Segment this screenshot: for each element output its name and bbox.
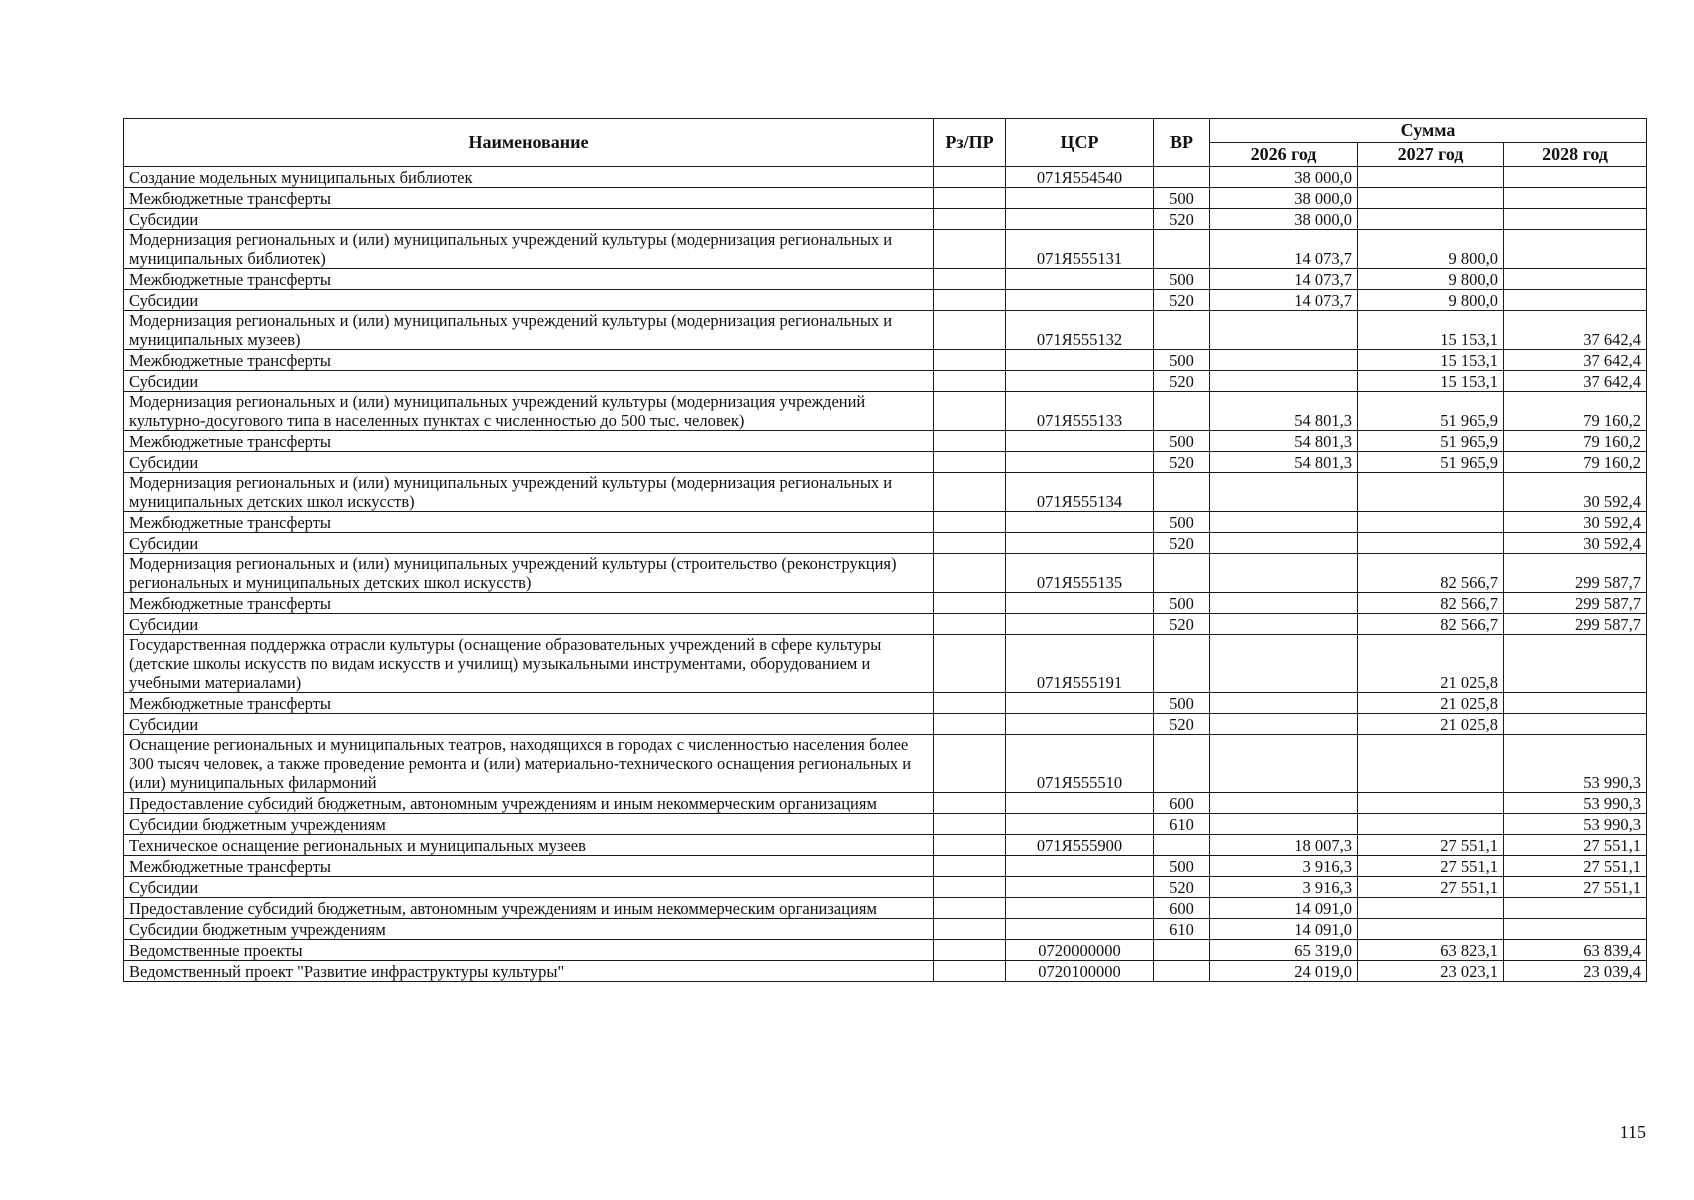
cell-2026 (1210, 371, 1358, 392)
cell-name: Межбюджетные трансферты (124, 350, 934, 371)
cell-csr: 071Я555133 (1006, 392, 1154, 431)
cell-2028: 79 160,2 (1504, 431, 1647, 452)
cell-vr (1154, 940, 1210, 961)
cell-2028 (1504, 230, 1647, 269)
cell-2026: 14 073,7 (1210, 290, 1358, 311)
cell-2028: 299 587,7 (1504, 554, 1647, 593)
table-row (124, 431, 1647, 452)
cell-csr (1006, 919, 1154, 940)
cell-2026 (1210, 512, 1358, 533)
cell-name: Межбюджетные трансферты (124, 593, 934, 614)
table-row (124, 961, 1647, 982)
cell-rzpr (934, 311, 1006, 350)
cell-2028: 30 592,4 (1504, 512, 1647, 533)
cell-2028: 37 642,4 (1504, 350, 1647, 371)
table-row (124, 371, 1647, 392)
cell-rzpr (934, 961, 1006, 982)
cell-vr: 600 (1154, 793, 1210, 814)
table-row (124, 230, 1647, 269)
cell-2027: 9 800,0 (1358, 290, 1504, 311)
cell-rzpr (934, 835, 1006, 856)
cell-vr (1154, 961, 1210, 982)
table-row (124, 533, 1647, 554)
cell-2028 (1504, 635, 1647, 693)
cell-2028 (1504, 290, 1647, 311)
cell-vr (1154, 167, 1210, 188)
cell-2027 (1358, 898, 1504, 919)
cell-csr (1006, 371, 1154, 392)
cell-2027 (1358, 919, 1504, 940)
cell-name: Межбюджетные трансферты (124, 856, 934, 877)
cell-csr: 071Я555900 (1006, 835, 1154, 856)
cell-vr: 520 (1154, 452, 1210, 473)
cell-2026: 14 073,7 (1210, 230, 1358, 269)
cell-name: Ведомственный проект "Развитие инфраструктуры культуры" (124, 961, 934, 982)
cell-2026 (1210, 735, 1358, 793)
cell-2026: 65 319,0 (1210, 940, 1358, 961)
cell-2028: 299 587,7 (1504, 593, 1647, 614)
cell-2026: 24 019,0 (1210, 961, 1358, 982)
cell-rzpr (934, 635, 1006, 693)
cell-2026: 3 916,3 (1210, 877, 1358, 898)
cell-vr: 610 (1154, 814, 1210, 835)
cell-2026 (1210, 614, 1358, 635)
cell-vr: 520 (1154, 290, 1210, 311)
table-row (124, 940, 1647, 961)
cell-csr (1006, 431, 1154, 452)
table-row (124, 512, 1647, 533)
cell-rzpr (934, 856, 1006, 877)
cell-vr: 520 (1154, 614, 1210, 635)
cell-rzpr (934, 877, 1006, 898)
cell-2027 (1358, 167, 1504, 188)
table-row (124, 693, 1647, 714)
cell-2026: 14 073,7 (1210, 269, 1358, 290)
cell-rzpr (934, 919, 1006, 940)
cell-2028: 27 551,1 (1504, 877, 1647, 898)
cell-name: Оснащение региональных и муниципальных театров, находящихся в городах с численностью населения более 300 тысяч человек, а также проведение ремонта и (или) материально-технического оснащения региональных и (или) муниципальных филармоний (124, 735, 934, 793)
table-row (124, 290, 1647, 311)
cell-2027: 9 800,0 (1358, 230, 1504, 269)
cell-2026 (1210, 793, 1358, 814)
cell-name: Межбюджетные трансферты (124, 693, 934, 714)
cell-rzpr (934, 693, 1006, 714)
cell-2027: 82 566,7 (1358, 554, 1504, 593)
page-number: 115 (1619, 1122, 1646, 1142)
cell-name: Модернизация региональных и (или) муниципальных учреждений культуры (модернизация региональных и муниципальных детских школ искусств) (124, 473, 934, 512)
cell-csr: 071Я555132 (1006, 311, 1154, 350)
cell-name: Модернизация региональных и (или) муниципальных учреждений культуры (модернизация региональных и муниципальных библиотек) (124, 230, 934, 269)
cell-csr (1006, 350, 1154, 371)
table-row (124, 554, 1647, 593)
cell-vr: 500 (1154, 350, 1210, 371)
cell-rzpr (934, 290, 1006, 311)
cell-2028: 53 990,3 (1504, 793, 1647, 814)
cell-2026 (1210, 814, 1358, 835)
cell-2026 (1210, 350, 1358, 371)
cell-2027: 51 965,9 (1358, 431, 1504, 452)
cell-vr: 520 (1154, 209, 1210, 230)
cell-2028 (1504, 188, 1647, 209)
cell-name: Модернизация региональных и (или) муниципальных учреждений культуры (строительство (реконструкция) региональных и муниципальных детских школ искусств) (124, 554, 934, 593)
cell-2026: 54 801,3 (1210, 431, 1358, 452)
cell-vr: 520 (1154, 877, 1210, 898)
cell-rzpr (934, 473, 1006, 512)
table-row (124, 473, 1647, 512)
table-row (124, 835, 1647, 856)
cell-2027: 21 025,8 (1358, 714, 1504, 735)
header-csr: ЦСР (1006, 119, 1154, 167)
cell-2027: 9 800,0 (1358, 269, 1504, 290)
cell-vr: 520 (1154, 371, 1210, 392)
cell-name: Модернизация региональных и (или) муниципальных учреждений культуры (модернизация учреждений культурно-досугового типа в населенных пунктах с численностью до 500 тыс. человек) (124, 392, 934, 431)
cell-rzpr (934, 714, 1006, 735)
cell-rzpr (934, 512, 1006, 533)
cell-rzpr (934, 614, 1006, 635)
cell-2028: 27 551,1 (1504, 856, 1647, 877)
cell-csr: 071Я555131 (1006, 230, 1154, 269)
cell-csr (1006, 898, 1154, 919)
cell-2026: 54 801,3 (1210, 452, 1358, 473)
cell-2028: 53 990,3 (1504, 814, 1647, 835)
cell-rzpr (934, 554, 1006, 593)
cell-csr (1006, 714, 1154, 735)
cell-rzpr (934, 452, 1006, 473)
cell-2026 (1210, 311, 1358, 350)
cell-vr (1154, 554, 1210, 593)
cell-2027 (1358, 735, 1504, 793)
cell-name: Предоставление субсидий бюджетным, автономным учреждениям и иным некоммерческим организациям (124, 793, 934, 814)
cell-2028: 79 160,2 (1504, 392, 1647, 431)
cell-2026: 38 000,0 (1210, 167, 1358, 188)
cell-2027: 82 566,7 (1358, 614, 1504, 635)
cell-csr: 071Я555134 (1006, 473, 1154, 512)
header-rzpr: Рз/ПР (934, 119, 1006, 167)
cell-name: Создание модельных муниципальных библиотек (124, 167, 934, 188)
cell-2027 (1358, 473, 1504, 512)
cell-2028 (1504, 167, 1647, 188)
cell-csr: 071Я555135 (1006, 554, 1154, 593)
cell-rzpr (934, 431, 1006, 452)
table-row (124, 614, 1647, 635)
cell-2026: 54 801,3 (1210, 392, 1358, 431)
cell-2026: 18 007,3 (1210, 835, 1358, 856)
cell-2028: 30 592,4 (1504, 533, 1647, 554)
cell-name: Субсидии (124, 614, 934, 635)
cell-2028 (1504, 714, 1647, 735)
cell-csr (1006, 814, 1154, 835)
cell-2027: 27 551,1 (1358, 835, 1504, 856)
cell-rzpr (934, 188, 1006, 209)
cell-2026: 3 916,3 (1210, 856, 1358, 877)
cell-csr (1006, 290, 1154, 311)
cell-csr: 071Я555191 (1006, 635, 1154, 693)
cell-name: Субсидии (124, 877, 934, 898)
cell-csr (1006, 188, 1154, 209)
cell-rzpr (934, 269, 1006, 290)
table-row (124, 877, 1647, 898)
cell-2027: 15 153,1 (1358, 311, 1504, 350)
cell-rzpr (934, 371, 1006, 392)
cell-vr: 610 (1154, 919, 1210, 940)
cell-name: Межбюджетные трансферты (124, 188, 934, 209)
cell-csr (1006, 209, 1154, 230)
cell-rzpr (934, 898, 1006, 919)
cell-vr (1154, 230, 1210, 269)
cell-2026: 38 000,0 (1210, 188, 1358, 209)
cell-vr: 500 (1154, 693, 1210, 714)
cell-2028: 37 642,4 (1504, 371, 1647, 392)
cell-2027: 51 965,9 (1358, 392, 1504, 431)
table-row (124, 350, 1647, 371)
cell-name: Государственная поддержка отрасли культуры (оснащение образовательных учреждений в сфере культуры (детские школы искусств по видам искусств и училищ) музыкальными инструментами, оборудованием и учебными материалами) (124, 635, 934, 693)
cell-vr: 500 (1154, 431, 1210, 452)
cell-2027 (1358, 209, 1504, 230)
table-body (124, 167, 1647, 982)
cell-rzpr (934, 814, 1006, 835)
cell-2027: 15 153,1 (1358, 371, 1504, 392)
cell-2027: 15 153,1 (1358, 350, 1504, 371)
cell-vr: 520 (1154, 714, 1210, 735)
cell-vr: 500 (1154, 269, 1210, 290)
cell-csr (1006, 693, 1154, 714)
cell-rzpr (934, 533, 1006, 554)
cell-2028 (1504, 919, 1647, 940)
cell-csr (1006, 793, 1154, 814)
cell-name: Субсидии бюджетным учреждениям (124, 919, 934, 940)
cell-rzpr (934, 793, 1006, 814)
cell-rzpr (934, 940, 1006, 961)
cell-2028: 30 592,4 (1504, 473, 1647, 512)
table-row (124, 793, 1647, 814)
table-row (124, 269, 1647, 290)
cell-2026 (1210, 473, 1358, 512)
cell-name: Межбюджетные трансферты (124, 269, 934, 290)
cell-csr (1006, 512, 1154, 533)
cell-rzpr (934, 593, 1006, 614)
cell-2028: 79 160,2 (1504, 452, 1647, 473)
cell-csr (1006, 614, 1154, 635)
cell-csr: 071Я554540 (1006, 167, 1154, 188)
cell-rzpr (934, 167, 1006, 188)
header-vr: ВР (1154, 119, 1210, 167)
cell-2026: 14 091,0 (1210, 898, 1358, 919)
cell-2028 (1504, 693, 1647, 714)
cell-2026 (1210, 533, 1358, 554)
table-row (124, 714, 1647, 735)
cell-vr (1154, 835, 1210, 856)
cell-vr: 600 (1154, 898, 1210, 919)
cell-rzpr (934, 209, 1006, 230)
cell-2027: 21 025,8 (1358, 693, 1504, 714)
cell-vr: 500 (1154, 856, 1210, 877)
cell-2027: 27 551,1 (1358, 856, 1504, 877)
header-year-2028: 2028 год (1504, 143, 1647, 167)
cell-name: Субсидии (124, 209, 934, 230)
cell-2028 (1504, 898, 1647, 919)
cell-2028: 299 587,7 (1504, 614, 1647, 635)
cell-name: Ведомственные проекты (124, 940, 934, 961)
cell-2027 (1358, 793, 1504, 814)
cell-2027 (1358, 533, 1504, 554)
cell-name: Техническое оснащение региональных и муниципальных музеев (124, 835, 934, 856)
table-row (124, 188, 1647, 209)
table-row (124, 209, 1647, 230)
cell-csr: 0720100000 (1006, 961, 1154, 982)
table-row (124, 452, 1647, 473)
cell-2027: 51 965,9 (1358, 452, 1504, 473)
table-row (124, 593, 1647, 614)
cell-2028: 63 839,4 (1504, 940, 1647, 961)
table-row (124, 919, 1647, 940)
cell-name: Межбюджетные трансферты (124, 431, 934, 452)
table-row (124, 635, 1647, 693)
cell-csr (1006, 533, 1154, 554)
header-year-2027: 2027 год (1358, 143, 1504, 167)
cell-csr: 071Я555510 (1006, 735, 1154, 793)
cell-vr (1154, 473, 1210, 512)
cell-rzpr (934, 735, 1006, 793)
table-row (124, 167, 1647, 188)
cell-2026 (1210, 635, 1358, 693)
table-row (124, 392, 1647, 431)
cell-vr (1154, 635, 1210, 693)
cell-name: Субсидии (124, 452, 934, 473)
cell-name: Субсидии (124, 714, 934, 735)
cell-vr: 500 (1154, 593, 1210, 614)
cell-2027 (1358, 188, 1504, 209)
cell-2028: 27 551,1 (1504, 835, 1647, 856)
cell-2026: 14 091,0 (1210, 919, 1358, 940)
cell-2026 (1210, 714, 1358, 735)
budget-table (123, 118, 1647, 982)
cell-2027: 82 566,7 (1358, 593, 1504, 614)
cell-2027: 63 823,1 (1358, 940, 1504, 961)
header-sum: Сумма (1210, 119, 1647, 143)
cell-2027 (1358, 512, 1504, 533)
cell-2028: 37 642,4 (1504, 311, 1647, 350)
cell-csr (1006, 269, 1154, 290)
cell-csr (1006, 593, 1154, 614)
cell-rzpr (934, 230, 1006, 269)
cell-csr: 0720000000 (1006, 940, 1154, 961)
header-name: Наименование (124, 119, 934, 167)
table-row (124, 311, 1647, 350)
cell-2027: 27 551,1 (1358, 877, 1504, 898)
cell-csr (1006, 856, 1154, 877)
cell-vr: 500 (1154, 512, 1210, 533)
cell-name: Субсидии (124, 533, 934, 554)
cell-2026 (1210, 554, 1358, 593)
cell-2028 (1504, 269, 1647, 290)
cell-2027: 23 023,1 (1358, 961, 1504, 982)
cell-2026: 38 000,0 (1210, 209, 1358, 230)
cell-name: Субсидии (124, 371, 934, 392)
cell-name: Субсидии (124, 290, 934, 311)
cell-2028: 53 990,3 (1504, 735, 1647, 793)
cell-vr (1154, 392, 1210, 431)
table-row (124, 814, 1647, 835)
cell-2027 (1358, 814, 1504, 835)
cell-2026 (1210, 593, 1358, 614)
cell-vr (1154, 735, 1210, 793)
cell-vr: 520 (1154, 533, 1210, 554)
header-year-2026: 2026 год (1210, 143, 1358, 167)
table-row (124, 898, 1647, 919)
cell-vr (1154, 311, 1210, 350)
table-row (124, 856, 1647, 877)
cell-rzpr (934, 350, 1006, 371)
cell-2027: 21 025,8 (1358, 635, 1504, 693)
cell-vr: 500 (1154, 188, 1210, 209)
cell-name: Субсидии бюджетным учреждениям (124, 814, 934, 835)
cell-csr (1006, 452, 1154, 473)
cell-rzpr (934, 392, 1006, 431)
table-header (124, 119, 1647, 167)
cell-name: Межбюджетные трансферты (124, 512, 934, 533)
cell-2026 (1210, 693, 1358, 714)
table-row (124, 735, 1647, 793)
cell-name: Предоставление субсидий бюджетным, автономным учреждениям и иным некоммерческим организациям (124, 898, 934, 919)
cell-2028 (1504, 209, 1647, 230)
cell-name: Модернизация региональных и (или) муниципальных учреждений культуры (модернизация региональных и муниципальных музеев) (124, 311, 934, 350)
cell-2028: 23 039,4 (1504, 961, 1647, 982)
cell-csr (1006, 877, 1154, 898)
